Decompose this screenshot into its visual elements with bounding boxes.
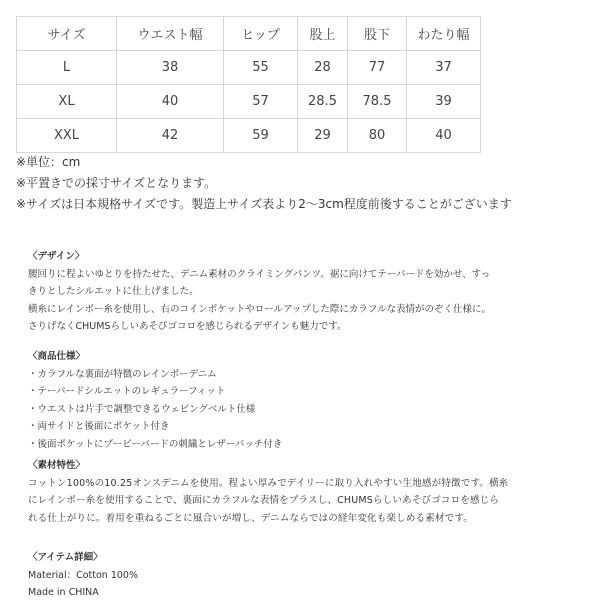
size-table-cell: 28.5 bbox=[298, 85, 348, 119]
spec-list-item: ・ウエストは片手で調整できるウェビングベルト仕様 bbox=[28, 403, 256, 415]
note-unit: ※単位：cm bbox=[16, 155, 81, 169]
spec-section bbox=[28, 348, 282, 453]
design-section bbox=[28, 248, 491, 336]
design-text-line: 横糸にレインボー糸を使用し、右のコインポケットやロールアップした際にカラフルな表情がのぞく仕様に。 bbox=[28, 303, 492, 315]
origin-value: Made in CHINA bbox=[28, 587, 99, 598]
size-table-row bbox=[17, 119, 481, 153]
design-text-line: さりげなくCHUMSらしいあそびゴコロを感じられるデザインも魅力です。 bbox=[28, 321, 347, 332]
size-table-cell: 59 bbox=[224, 119, 298, 153]
design-heading: 〈デザイン〉 bbox=[28, 251, 85, 262]
material-text-line: れる仕上がりに。着用を重ねるごとに風合いが増し、デニムならではの経年変化も楽しめる素材です。 bbox=[28, 512, 473, 524]
material-text-line: にレインボー糸を使用することで、裏面にカラフルな表情をプラスし、CHUMSらしいあそびゴコロを感じら bbox=[28, 495, 500, 506]
size-table-cell: 29 bbox=[298, 119, 348, 153]
item-detail-section bbox=[28, 549, 138, 602]
size-table-cell: 37 bbox=[407, 51, 481, 85]
material-heading: 〈素材特性〉 bbox=[28, 460, 86, 471]
size-table-cell: 42 bbox=[117, 119, 224, 153]
spec-heading: 〈商品仕様〉 bbox=[28, 351, 86, 362]
size-table-row bbox=[17, 85, 481, 119]
size-table-cell: 40 bbox=[117, 85, 224, 119]
size-table-cell: 77 bbox=[348, 51, 407, 85]
size-table-header-cell: サイズ bbox=[17, 17, 117, 51]
size-table-cell: XXL bbox=[17, 119, 117, 153]
size-table-row bbox=[17, 51, 481, 85]
spec-list-item: ・両サイドと後面にポケット付き bbox=[28, 421, 170, 432]
design-text-line: 腰回りに程よいゆとりを持たせた、デニム素材のクライミングパンツ。裾に向けてテーパードを効かせ、すっ bbox=[28, 268, 491, 280]
note-standard: ※サイズは日本規格サイズです。製造上サイズ表より2〜3cm程度前後することがございます bbox=[16, 197, 512, 211]
material-value: Material：Cotton 100% bbox=[28, 569, 139, 581]
spec-list-item: ・後面ポケットにブービーバードの刺繍とレザーパッチ付き bbox=[28, 438, 283, 450]
size-table-cell: XL bbox=[17, 85, 117, 119]
size-table-header-cell: 股上 bbox=[298, 17, 348, 51]
material-section bbox=[28, 457, 509, 527]
size-table-header-cell: わたり幅 bbox=[407, 17, 481, 51]
size-table-cell: 28 bbox=[298, 51, 348, 85]
item-detail-heading: 〈アイテム詳細〉 bbox=[28, 552, 103, 563]
size-table-cell: 80 bbox=[348, 119, 407, 153]
size-table-cell: 40 bbox=[407, 119, 481, 153]
size-table-header-cell: ウエスト幅 bbox=[117, 17, 224, 51]
design-text-line: きりとしたシルエットに仕上げました。 bbox=[28, 286, 199, 297]
spec-list-item: ・カラフルな裏面が特徴のレインボーデニム bbox=[28, 368, 217, 380]
size-table-cell: L bbox=[17, 51, 117, 85]
size-table-cell: 78.5 bbox=[348, 85, 407, 119]
size-table-cell: 57 bbox=[224, 85, 298, 119]
size-table bbox=[16, 16, 481, 153]
size-table-cell: 55 bbox=[224, 51, 298, 85]
size-table-cell: 38 bbox=[117, 51, 224, 85]
size-table-header-cell: 股下 bbox=[348, 17, 407, 51]
size-table-header-cell: ヒップ bbox=[224, 17, 298, 51]
note-measurement: ※平置きでの採寸サイズとなります。 bbox=[16, 176, 217, 190]
size-table-cell: 39 bbox=[407, 85, 481, 119]
spec-list-item: ・テーパードシルエットのレギュラーフィット bbox=[28, 386, 226, 397]
material-text-line: コットン100%の10.25オンスデニムを使用。程よい厚みでデイリーに取り入れやすい生地感が特徴です。横糸 bbox=[28, 477, 509, 489]
size-table-header-row bbox=[17, 17, 481, 51]
size-notes bbox=[16, 152, 512, 215]
